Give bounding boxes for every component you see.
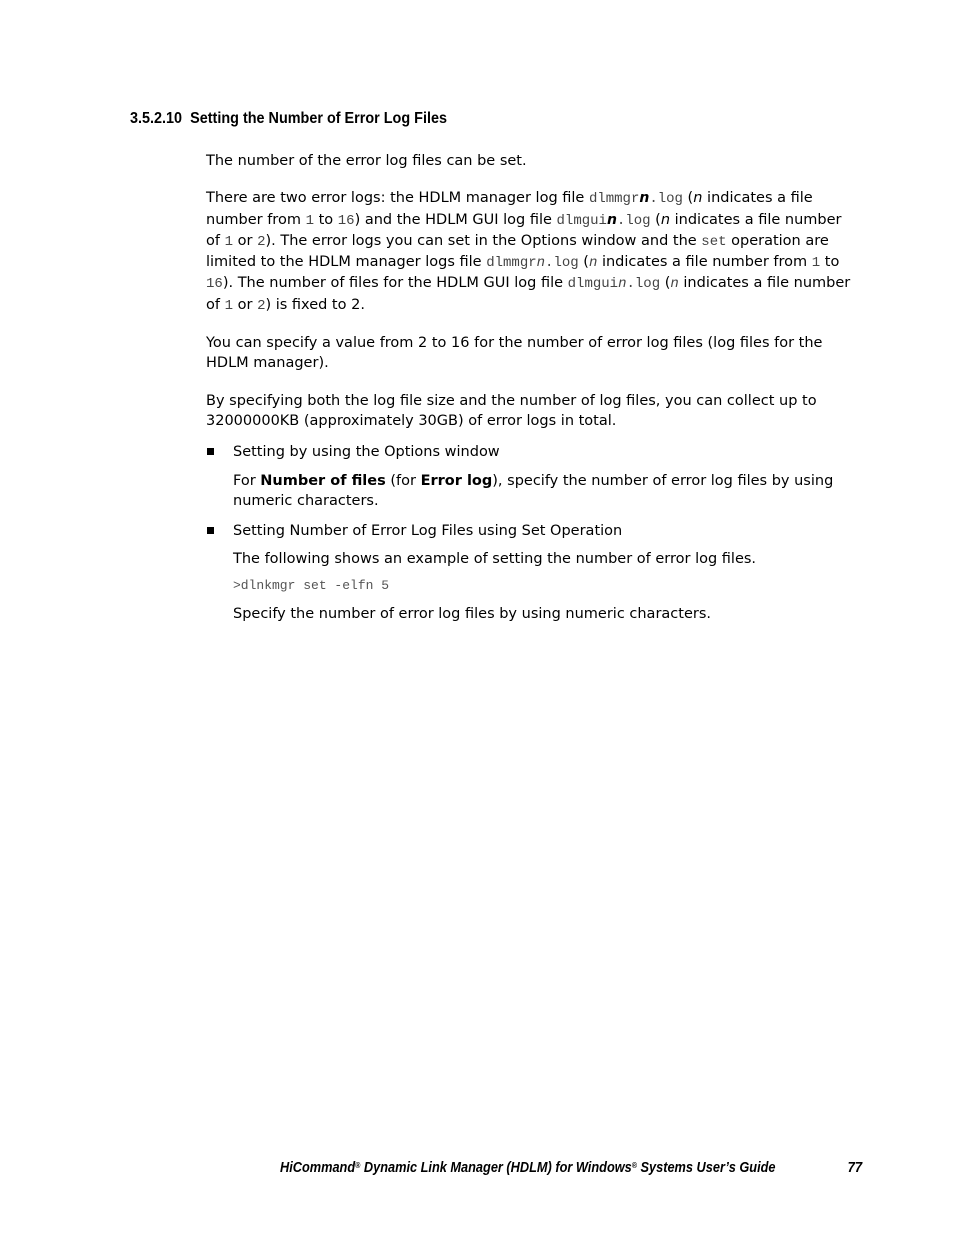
text-run: ), specify the number of error log files by using numeric characters. (233, 472, 834, 509)
code-run: .log (626, 276, 661, 293)
code-run: .log (545, 255, 579, 272)
text-run: There are two error logs: the HDLM manager log file (206, 190, 589, 207)
code-run: dlmgui (567, 276, 619, 293)
code-run: n (588, 255, 598, 272)
code-run: .log (616, 212, 651, 229)
code-filename (589, 191, 683, 207)
code-filename (557, 213, 651, 229)
variable-n: n (693, 190, 703, 207)
paragraph-error-logs (206, 188, 860, 316)
text-run: to (313, 211, 338, 228)
text-run: Dynamic Link Manager (HDLM) for Windows (360, 1160, 632, 1176)
text-run: ( (578, 254, 589, 271)
code-variable (670, 276, 678, 292)
text-run: Systems User’s Guide (636, 1160, 776, 1176)
code-run: dlmgui (556, 212, 607, 229)
bullet-set-operation: Setting Number of Error Log Files using Set Operation (206, 521, 860, 541)
code-example: >dlnkmgr set -elfn 5 (233, 577, 390, 593)
text-run: ( (660, 275, 671, 292)
text-run: to (820, 254, 840, 271)
text-run: indicates a file number of (206, 275, 851, 313)
text-run: ). The number of files for the HDLM GUI log file (222, 275, 568, 292)
ui-label-error-log: Error log (420, 472, 493, 489)
text-run: ). The error logs you can set in the Options window and the (265, 232, 702, 249)
text-run: indicates a file number of (206, 211, 842, 249)
code-run: .log (649, 191, 683, 208)
code-value: 1 (305, 212, 314, 229)
footer-title (280, 1160, 776, 1176)
section-number: 3.5.2.10 (130, 110, 183, 127)
text-run: or (233, 232, 258, 249)
bullet-options-window: Setting by using the Options window (206, 442, 860, 462)
code-value: 1 (224, 233, 233, 250)
text-run: or (233, 296, 258, 313)
code-run: dlmmgr (486, 255, 537, 272)
body-text (206, 151, 860, 634)
code-run: dlmmgr (588, 191, 640, 208)
text-run: ( (682, 190, 694, 207)
code-command: set (701, 233, 727, 250)
code-variable: n (639, 190, 650, 207)
code-variable: n (536, 255, 546, 272)
code-filename (568, 276, 660, 292)
text-run: HiCommand (280, 1160, 356, 1176)
registered-mark: ® (631, 1161, 637, 1170)
code-value: 16 (206, 276, 223, 293)
code-value: 2 (257, 233, 266, 250)
code-run: n (670, 276, 679, 293)
text-run: ) is fixed to 2. (265, 296, 365, 313)
text-run: ) and the HDLM GUI log file (354, 211, 557, 228)
text-run: operation are limited to the HDLM manager logs file (206, 232, 829, 271)
section-title: Setting the Number of Error Log Files (190, 110, 447, 127)
code-value: 1 (811, 255, 821, 272)
code-variable: n (606, 211, 617, 228)
variable-n: n (660, 211, 671, 228)
text-run: indicates a file number from (206, 190, 813, 228)
ui-label-number-of-files: Number of files (260, 472, 386, 489)
paragraph-value-range: You can specify a value from 2 to 16 for the number of error log files (log files for the HDLM manager). (206, 335, 823, 372)
paragraph-total-size: By specifying both the log file size and the number of log files, you can collect up to 32000000KB (approximately 30GB) of error logs in total. (206, 392, 817, 429)
text-run: (for (385, 472, 421, 489)
bullet-set-operation-note: Specify the number of error log files by using numeric characters. (233, 606, 711, 623)
page-footer (280, 1160, 862, 1176)
registered-mark: ® (355, 1161, 361, 1170)
bullet-set-operation-desc: The following shows an example of setting the number of error log files. (233, 551, 757, 568)
text-run: indicates a file number from (597, 254, 812, 271)
section-heading (130, 110, 447, 128)
paragraph-intro: The number of the error log files can be set. (206, 153, 527, 169)
code-value: 1 (224, 297, 233, 314)
text-run: ( (650, 211, 661, 228)
text-run: For (233, 472, 261, 489)
page-number: 77 (847, 1160, 862, 1176)
bullet-options-window-desc (206, 471, 860, 512)
code-filename (486, 255, 578, 271)
code-variable: n (618, 276, 627, 293)
code-value: 2 (257, 297, 266, 314)
code-value: 16 (337, 212, 355, 229)
